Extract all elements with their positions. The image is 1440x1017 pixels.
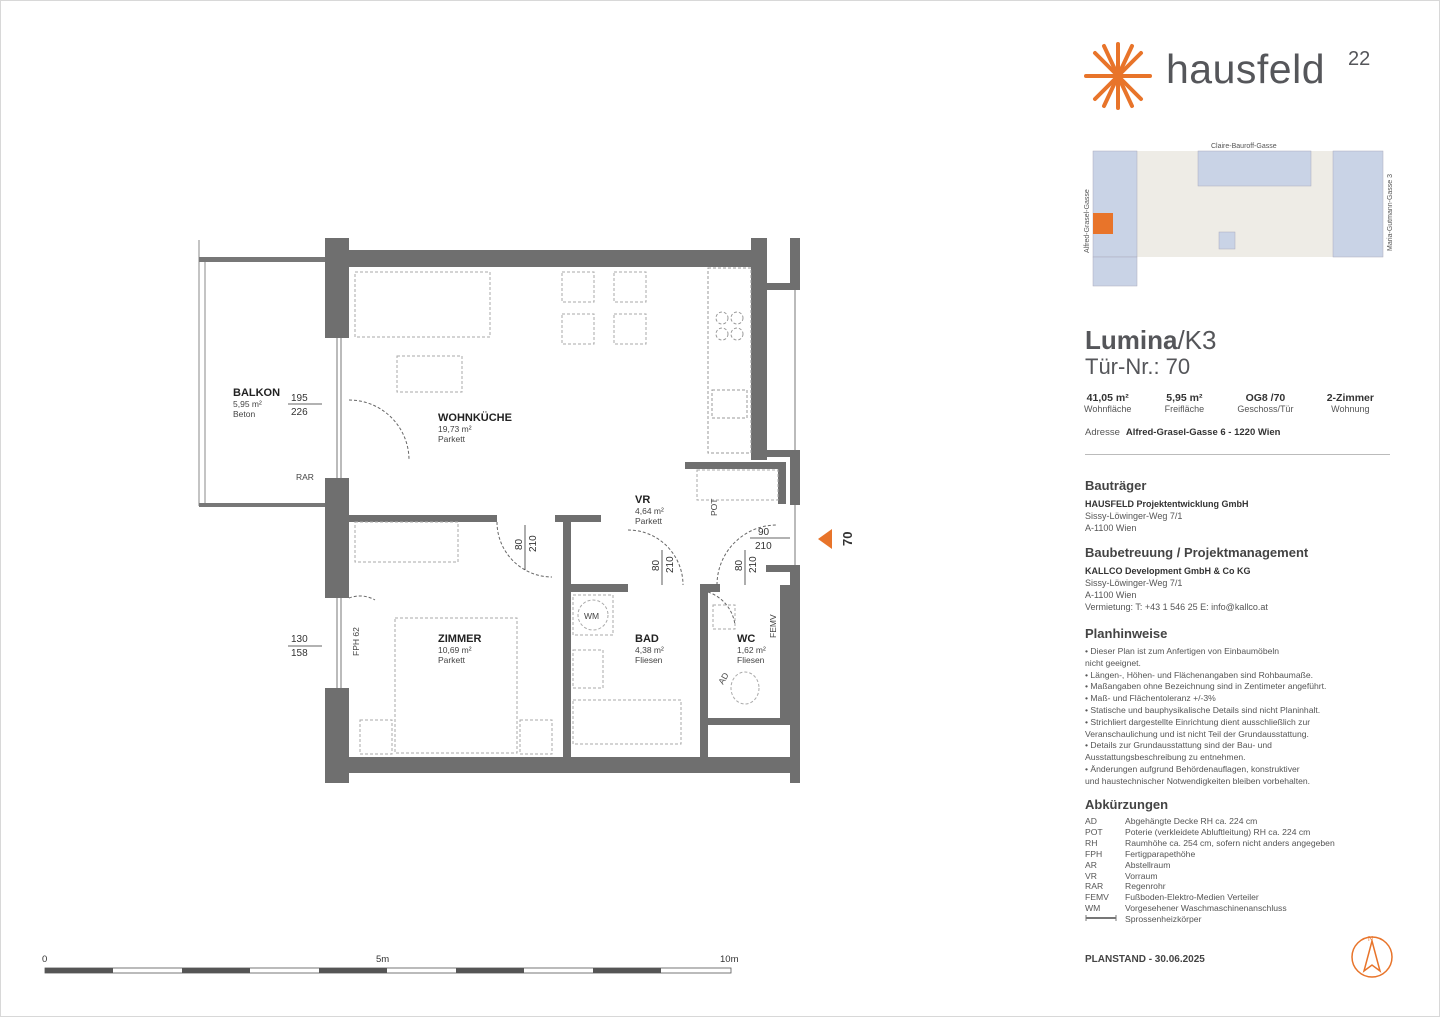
- door-dim-width: 80: [514, 538, 525, 550]
- scale-label-end: 10m: [720, 954, 739, 965]
- entry-arrow: [818, 529, 832, 549]
- notes-list: • Dieser Plan ist zum Anfertigen von Einbaumöbeln nicht geeignet. • Längen-, Höhen- und Flächenangaben sind Rohbaumaße. • Maßangaben ohne Bezeichnung sind in Zentimeter angeführt. • Maß- und Flächentoleranz +/-3% • Statische und bauphysikalische Details sind nicht Planinhalt. • Strichliert dargestellte Einrichtung dient ausschließlich zur Veranschaulichung und ist nicht Teil der Grundausstattung. • Details zur Grundausstattung sind der Bau- und Ausstattungsbeschreibung zu entnehmen. • Änderungen aufgrund Behördenauflagen, konstruktiver und haustechnischer Notwendigkeiten bleiben vorbehalten.: [1085, 646, 1327, 786]
- walls: [325, 238, 800, 783]
- developer-heading: Bauträger: [1085, 478, 1147, 493]
- window-dim-top: 195: [291, 393, 308, 404]
- room-label-balkon: [233, 387, 280, 419]
- svg-text:19,73 m²: 19,73 m²: [438, 424, 472, 434]
- abbreviations-list: AD Abgehängte Decke RH ca. 224 cm POT Poterie (verkleidete Abluftleitung) RH ca. 224 cm RH Raumhöhe ca. 254 cm, sofern nicht anders angegeben FPH Fertigparapethöhe AR Abstellraum VR Vorraum RAR Regenrohr FEMV Fußboden-Elektro-Medien Verteiler WM Vorgesehener Waschmaschinenanschluss Sprossenheizkörper: [1085, 816, 1335, 925]
- window-dim-bottom: 158: [291, 648, 308, 659]
- window-dim-bottom: 226: [291, 407, 308, 418]
- radiator-symbol-icon: [1085, 914, 1125, 925]
- fact-floor-door: OG8 /70 Geschoss/Tür: [1237, 392, 1294, 414]
- svg-text:5,95 m²: 5,95 m²: [233, 399, 262, 409]
- svg-text:Beton: Beton: [233, 409, 256, 419]
- unit-facts: [1084, 392, 1374, 414]
- management-heading: Baubetreuung / Projektmanagement: [1085, 545, 1309, 560]
- street-label: Alfred-Grasel-Gasse: [1084, 189, 1091, 253]
- svg-text:WOHNKÜCHE: WOHNKÜCHE: [438, 412, 512, 424]
- abbreviations-heading: Abkürzungen: [1085, 797, 1169, 812]
- kitchen-counter: [708, 268, 751, 453]
- door-dim-height: 210: [748, 556, 759, 573]
- window-dim-top: 130: [291, 634, 308, 645]
- fact-open-area: 5,95 m² Freifläche: [1164, 392, 1205, 414]
- address: Adresse Alfred-Grasel-Gasse 6 - 1220 Wien: [1085, 427, 1281, 438]
- site-map: [1084, 143, 1394, 286]
- unit-name: Lumina: [1085, 325, 1178, 355]
- entry-dim-height: 210: [755, 541, 772, 552]
- svg-text:Parkett: Parkett: [438, 655, 465, 665]
- svg-text:Parkett: Parkett: [635, 516, 662, 526]
- rar-label: RAR: [296, 472, 314, 482]
- divider: [1085, 454, 1390, 455]
- brand-name: hausfeld: [1166, 46, 1326, 92]
- pot-label: POT: [709, 498, 719, 516]
- management-info: KALLCO Development GmbH & Co KG Sissy-Löwinger-Weg 7/1 A-1100 Wien Vermietung: T: +43 1 546 25 E: info@kallco.at: [1085, 566, 1268, 612]
- svg-text:4,64 m²: 4,64 m²: [635, 506, 664, 516]
- svg-text:N: N: [1368, 936, 1374, 943]
- brand-logo: [1082, 40, 1392, 110]
- fact-living-area: 41,05 m² Wohnfläche: [1084, 392, 1132, 414]
- compass-icon: [1348, 933, 1396, 981]
- fph-label: FPH 62: [351, 627, 361, 656]
- svg-text:ZIMMER: ZIMMER: [438, 633, 482, 645]
- door-dim-height: 210: [665, 556, 676, 573]
- door-dim-width: 80: [651, 559, 662, 571]
- svg-text:BAD: BAD: [635, 633, 659, 645]
- svg-text:4,38 m²: 4,38 m²: [635, 645, 664, 655]
- scale-label-zero: 0: [42, 954, 48, 965]
- developer-info: HAUSFELD Projektentwicklung GmbH Sissy-Löwinger-Weg 7/1 A-1100 Wien: [1085, 499, 1249, 533]
- svg-text:BALKON: BALKON: [233, 387, 281, 399]
- room-label-bad: [635, 633, 664, 665]
- fact-rooms: 2-Zimmer Wohnung: [1326, 392, 1374, 414]
- svg-text:VR: VR: [635, 494, 651, 506]
- room-label-wohnkueche: [438, 411, 512, 444]
- svg-text:Fliesen: Fliesen: [635, 655, 663, 665]
- svg-text:Fliesen: Fliesen: [737, 655, 765, 665]
- room-label-zimmer: [438, 633, 481, 665]
- wm-label: WM: [584, 611, 600, 621]
- brand-superscript: 22: [1348, 48, 1371, 70]
- street-label: Claire-Bauroff-Gasse: [1211, 143, 1277, 150]
- ad-label: AD: [716, 670, 731, 686]
- svg-text:WC: WC: [737, 633, 756, 645]
- asterisk-logo-icon: [1082, 40, 1154, 112]
- room-label-vr: [635, 494, 664, 526]
- dimension-lines: [288, 404, 790, 646]
- door-dim-width: 80: [734, 559, 745, 571]
- unit-title: [1085, 325, 1216, 356]
- notes-heading: Planhinweise: [1085, 626, 1168, 641]
- scale-label-mid: 5m: [376, 954, 390, 965]
- door-dim-height: 210: [528, 535, 539, 552]
- entry-number: 70: [840, 531, 855, 546]
- street-label: Maria-Gutmann-Gasse 3: [1387, 173, 1394, 251]
- svg-text:Parkett: Parkett: [438, 434, 465, 444]
- entry-dim-width: 90: [758, 527, 770, 538]
- plan-status: PLANSTAND - 30.06.2025: [1085, 954, 1205, 965]
- svg-text:10,69 m²: 10,69 m²: [438, 645, 472, 655]
- svg-text:1,62 m²: 1,62 m²: [737, 645, 766, 655]
- room-label-wc: [737, 633, 766, 665]
- door-number: Tür-Nr.: 70: [1085, 354, 1191, 379]
- scale-bar: [45, 968, 731, 973]
- femv-label: FEMV: [768, 614, 778, 638]
- unit-block: /K3: [1177, 325, 1217, 355]
- balcony-area: [199, 240, 325, 507]
